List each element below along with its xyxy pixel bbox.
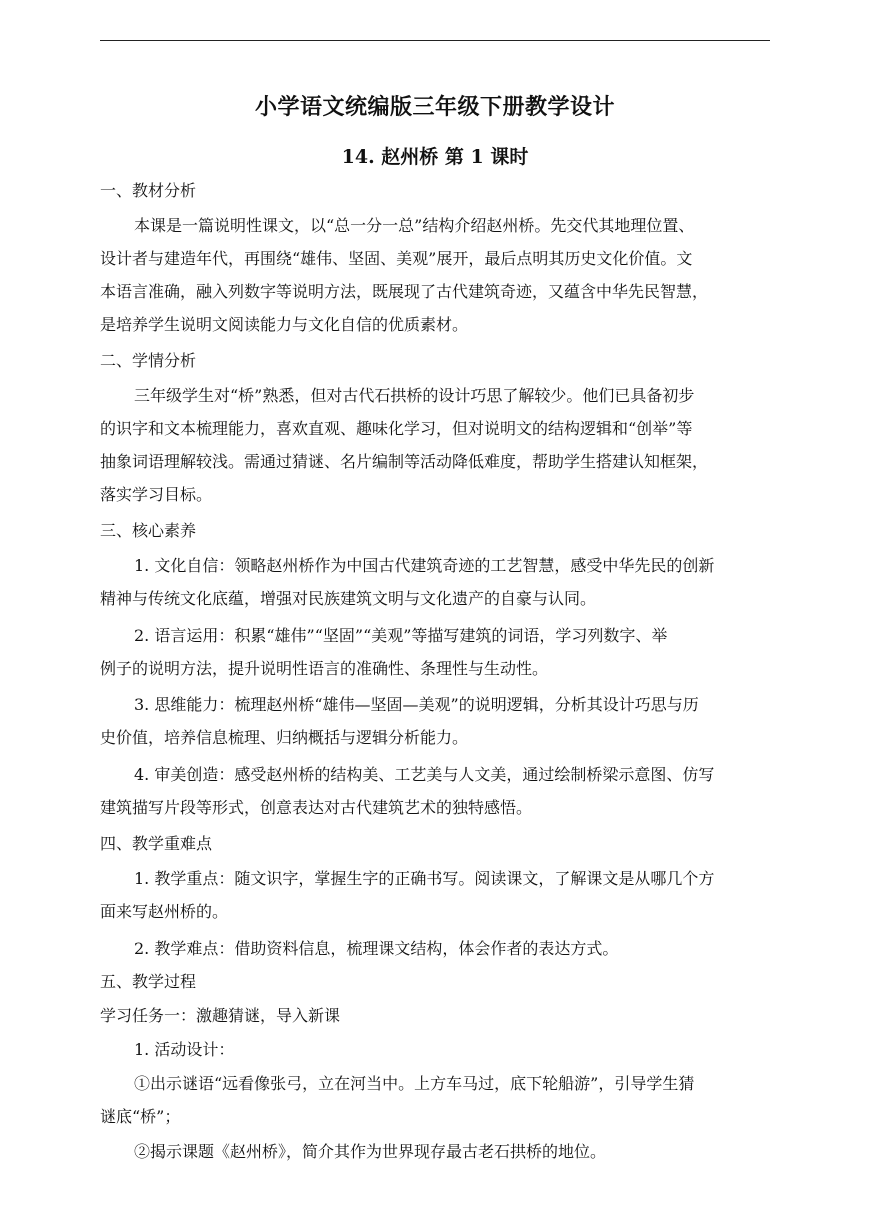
section-heading: 三、核心素养 <box>100 521 197 540</box>
task-heading: 学习任务一：激趣猜谜，导入新课 <box>100 1006 341 1025</box>
paragraph-line: 2. 语言运用：积累“雄伟”“坚固”“美观”等描写建筑的词语，学习列数字、举 <box>134 626 668 645</box>
paragraph-line: 本语言准确，融入列数字等说明方法，既展现了古代建筑奇迹，又蕴含中华先民智慧， <box>100 282 709 301</box>
paragraph-line: 抽象词语理解较浅。需通过猜谜、名片编制等活动降低难度，帮助学生搭建认知框架， <box>100 452 709 471</box>
paragraph-line: ①出示谜语“远看像张弓，立在河当中。上方车马过，底下轮船游”，引导学生猜 <box>134 1074 695 1093</box>
paragraph-line: 4. 审美创造：感受赵州桥的结构美、工艺美与人文美，通过绘制桥梁示意图、仿写 <box>134 765 715 784</box>
paragraph-line: 例子的说明方法，提升说明性语言的准确性、条理性与生动性。 <box>100 659 549 678</box>
paragraph-line: ②揭示课题《赵州桥》，简介其作为世界现存最古老石拱桥的地位。 <box>134 1142 607 1161</box>
paragraph-line: 谜底“桥”； <box>100 1107 181 1126</box>
paragraph-line: 史价值，培养信息梳理、归纳概括与逻辑分析能力。 <box>100 728 469 747</box>
paragraph-line: 1. 文化自信：领略赵州桥作为中国古代建筑奇迹的工艺智慧，感受中华先民的创新 <box>134 556 715 575</box>
paragraph-line: 三年级学生对“桥”熟悉，但对古代石拱桥的设计巧思了解较少。他们已具备初步 <box>134 386 695 405</box>
section-heading: 五、教学过程 <box>100 972 197 991</box>
paragraph-line: 1. 活动设计： <box>134 1040 235 1059</box>
paragraph-line: 本课是一篇说明性课文，以“总一分一总”结构介绍赵州桥。先交代其地理位置、 <box>134 216 695 235</box>
paragraph-line: 落实学习目标。 <box>100 485 213 504</box>
section-heading: 一、教材分析 <box>100 181 197 200</box>
paragraph-line: 1. 教学重点：随文识字，掌握生字的正确书写。阅读课文，了解课文是从哪几个方 <box>134 869 715 888</box>
paragraph-line: 2. 教学难点：借助资料信息，梳理课文结构，体会作者的表达方式。 <box>134 939 619 958</box>
paragraph-line: 是培养学生说明文阅读能力与文化自信的优质素材。 <box>100 315 469 334</box>
paragraph-line: 3. 思维能力：梳理赵州桥“雄伟—坚固—美观”的说明逻辑，分析其设计巧思与历 <box>134 695 699 714</box>
lesson-title: 14. 赵州桥 第 1 课时 <box>341 146 529 168</box>
paragraph-line: 精神与传统文化底蕴，增强对民族建筑文明与文化遗产的自豪与认同。 <box>100 589 597 608</box>
section-heading: 二、学情分析 <box>100 351 197 370</box>
paragraph-line: 面来写赵州桥的。 <box>100 902 229 921</box>
doc-title: 小学语文统编版三年级下册教学设计 <box>254 94 615 120</box>
section-heading: 四、教学重难点 <box>100 834 213 853</box>
paragraph-line: 设计者与建造年代，再围绕“雄伟、坚固、美观”展开，最后点明其历史文化价值。文 <box>100 249 693 268</box>
paragraph-line: 建筑描写片段等形式，创意表达对古代建筑艺术的独特感悟。 <box>100 798 533 817</box>
header-rule <box>100 40 770 41</box>
paragraph-line: 的识字和文本梳理能力，喜欢直观、趣味化学习，但对说明文的结构逻辑和“创举”等 <box>100 419 693 438</box>
